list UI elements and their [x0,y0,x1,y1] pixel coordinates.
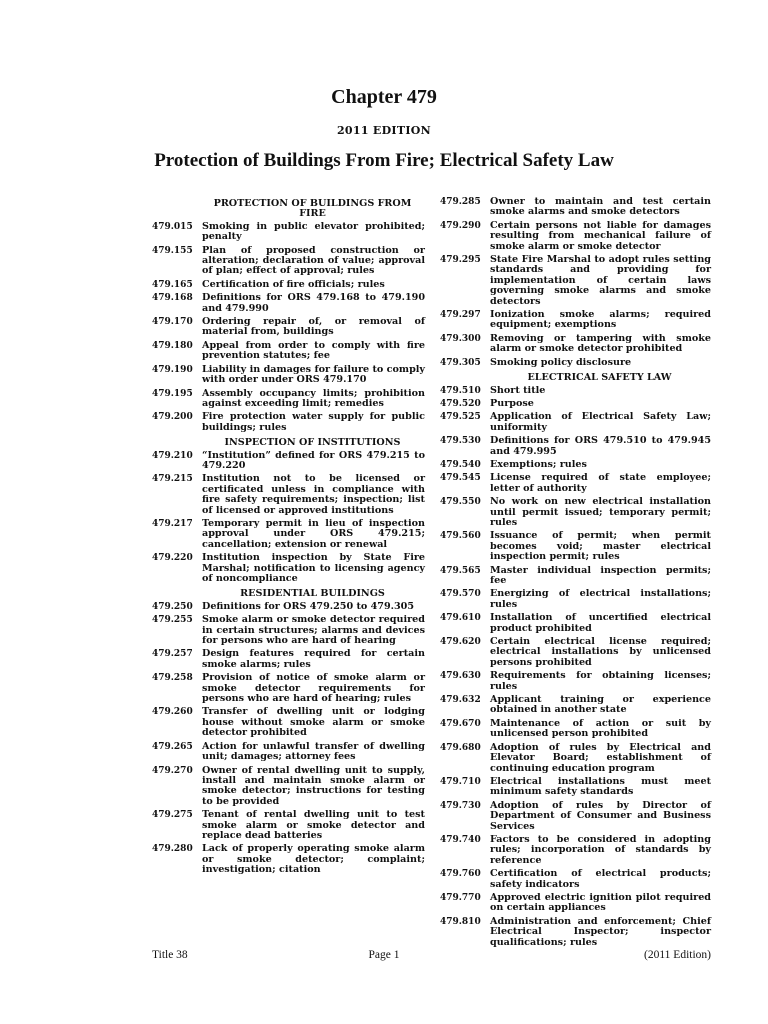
toc-entry [152,280,425,290]
section-number: 479.730 [440,800,481,811]
section-caption: Issuance of permit; when permit becomes void; master electrical inspection permit; rules [490,530,711,563]
section-number: 479.255 [152,615,193,626]
section-heading: INSPECTION OF INSTITUTIONS [224,437,401,449]
section-number: 479.305 [440,357,481,368]
section-caption: Certification of fire officials; rules [202,278,385,290]
section-number: 479.570 [440,589,481,600]
toc-entry [440,436,711,457]
section-caption: Removing or tampering with smoke alarm or smoke detector prohibited [490,332,711,355]
toc-entry [152,341,425,362]
section-number: 479.297 [440,310,481,321]
toc-entry [440,743,711,774]
section-caption: Provision of notice of smoke alarm or smoke detector requirements for persons who are hard of hearing; rules [202,672,425,705]
section-caption: Short title [490,384,546,396]
section-heading: PROTECTION OF BUILDINGS FROM FIRE [213,198,412,220]
section-number: 479.545 [440,473,481,484]
section-caption: Certain electrical license required; electrical installations by unlicensed persons prohibited [490,636,711,668]
section-number: 479.620 [440,637,481,648]
toc-entry [152,742,425,763]
toc-entry [440,869,711,890]
footer-page: Page 1 [368,949,400,961]
left-column [152,197,425,879]
toc-entry [440,412,711,433]
section-caption: Institution not to be licensed or certificated unless in compliance with fire safety requirements; inspection; list of licensed or approved institutions [202,473,425,516]
section-number: 479.155 [152,245,193,256]
section-caption: Institution inspection by State Fire Marshal; notification to licensing agency of noncompliance [202,552,425,584]
toc-entry [440,386,711,396]
toc-entry [152,673,425,704]
toc-entry [440,835,711,866]
section-number: 479.257 [152,649,193,660]
section-number: 479.285 [440,197,481,207]
toc-entry [440,460,711,470]
toc-entry [440,255,711,307]
toc-entry [440,801,711,832]
section-caption: Transfer of dwelling unit or lodging house without smoke alarm or smoke detector prohibited [202,706,425,739]
section-number: 479.220 [152,553,193,564]
toc-entry [440,399,711,409]
section-caption: Energizing of electrical installations; rules [490,588,711,610]
section-number: 479.170 [152,317,193,328]
section-number: 479.275 [152,810,193,821]
toc-entry [152,389,425,410]
section-number: 479.540 [440,459,481,470]
toc-entry [440,566,711,587]
toc-entry [152,451,425,472]
section-caption: Electrical installations must meet minimum safety standards [490,775,711,798]
section-number: 479.260 [152,707,193,718]
section-caption: Applicant training or experience obtained in another state [490,694,711,716]
section-number: 479.630 [440,671,481,682]
section-number: 479.165 [152,279,193,290]
section-caption: Fire protection water supply for public buildings; rules [202,411,425,433]
section-number: 479.520 [440,398,481,409]
section-caption: Design features required for certain smoke alarms; rules [202,648,425,670]
section-caption: Ionization smoke alarms; required equipment; exemptions [490,309,711,331]
section-caption: Smoking policy disclosure [490,356,632,368]
section-caption: Definitions for ORS 479.510 to 479.945 and 479.995 [490,435,711,457]
toc-entry [440,221,711,252]
toc-entry [440,719,711,740]
section-number: 479.250 [152,601,193,612]
toc-entry [440,334,711,355]
toc-entry [152,649,425,670]
section-caption: Certain persons not liable for damages resulting from mechanical failure of smoke alarm or smoke detector [490,219,711,252]
section-number: 479.210 [152,450,193,461]
toc-entry [440,671,711,692]
section-caption: Adoption of rules by Electrical and Elevator Board; establishment of continuing education program [490,741,711,774]
section-number: 479.550 [440,497,481,508]
section-caption: Owner of rental dwelling unit to supply, install and maintain smoke alarm or smoke detector; instructions for testing to be provided [202,764,425,807]
section-number: 479.168 [152,293,193,304]
section-caption: Liability in damages for failure to comply with order under ORS 479.170 [202,363,425,386]
section-caption: “Institution” defined for ORS 479.215 to 479.220 [202,449,425,471]
section-heading: RESIDENTIAL BUILDINGS [240,588,385,600]
section-caption: Requirements for obtaining licenses; rules [490,670,711,692]
section-caption: Adoption of rules by Director of Department of Consumer and Business Services [490,799,711,832]
section-number: 479.215 [152,474,193,485]
section-number: 479.740 [440,834,481,845]
section-caption: State Fire Marshal to adopt rules setting standards and providing for implementation of certain laws governing smoke alarms and smoke detectors [490,254,711,307]
section-heading: ELECTRICAL SAFETY LAW [527,372,672,384]
toc-entry [152,615,425,646]
section-number: 479.810 [440,916,481,927]
section-caption: Temporary permit in lieu of inspection approval under ORS 479.215; cancellation; extension or renewal [202,517,425,550]
section-caption: Assembly occupancy limits; prohibition against exceeding limit; remedies [202,387,425,409]
chapter-title: Protection of Buildings From Fire; Electrical Safety Law [154,150,614,171]
section-caption: Smoke alarm or smoke detector required in certain structures; alarms and devices for persons who are hard of hearing [202,614,425,647]
toc-entry [440,358,711,368]
toc-entry [152,553,425,584]
section-number: 479.290 [440,220,481,231]
section-number: 479.280 [152,844,193,855]
toc-entry [152,317,425,338]
section-caption: Certification of electrical products; safety indicators [490,868,711,890]
toc-entry [440,637,711,668]
section-number: 479.680 [440,742,481,753]
toc-entry [152,844,425,875]
toc-entry [152,474,425,516]
toc-entry [152,222,425,243]
right-column [440,197,711,951]
section-caption: Master individual inspection permits; fee [490,564,711,586]
section-caption: Purpose [490,397,534,409]
section-caption: Administration and enforcement; Chief Electrical Inspector; inspector qualifications; rules [490,915,711,948]
section-caption: Application of Electrical Safety Law; uniformity [490,411,711,433]
chapter-number: Chapter 479 [331,86,437,108]
toc-entry [440,917,711,948]
section-number: 479.565 [440,565,481,576]
section-number: 479.258 [152,673,193,684]
section-number: 479.510 [440,385,481,396]
section-number: 479.180 [152,340,193,351]
section-number: 479.530 [440,436,481,447]
section-number: 479.525 [440,412,481,423]
section-caption: Definitions for ORS 479.250 to 479.305 [202,600,415,612]
section-caption: Owner to maintain and test certain smoke alarms and smoke detectors [490,196,711,218]
toc-entry [440,589,711,610]
toc-entry [440,497,711,528]
section-number: 479.710 [440,776,481,787]
section-caption: Exemptions; rules [490,458,587,470]
section-caption: No work on new electrical installation until permit issued; temporary permit; rules [490,496,711,528]
toc-entry [440,893,711,914]
section-number: 479.770 [440,892,481,903]
toc-entry [440,473,711,494]
section-caption: Maintenance of action or suit by unlicensed person prohibited [490,717,711,740]
toc-entry [440,695,711,716]
section-caption: Lack of properly operating smoke alarm or smoke detector; complaint; investigation; citation [202,843,425,876]
section-number: 479.560 [440,531,481,542]
section-caption: Approved electric ignition pilot required on certain appliances [490,891,711,914]
section-number: 479.632 [440,695,481,706]
section-caption: Plan of proposed construction or alteration; declaration of value; approval of plan; effect of approval; rules [202,244,425,277]
section-caption: Definitions for ORS 479.168 to 479.190 and 479.990 [202,292,425,314]
toc-entry [440,197,711,218]
section-number: 479.300 [440,333,481,344]
section-number: 479.200 [152,412,193,423]
section-caption: Ordering repair of, or removal of material from, buildings [202,316,425,338]
section-caption: Action for unlawful transfer of dwelling unit; damages; attorney fees [202,740,425,763]
toc-entry [440,531,711,562]
toc-entry [152,412,425,433]
toc-entry [152,810,425,841]
toc-entry [440,310,711,331]
toc-entry [152,766,425,808]
section-number: 479.270 [152,765,193,776]
footer-title: Title 38 [152,949,188,961]
section-number: 479.760 [440,869,481,880]
section-number: 479.295 [440,255,481,266]
section-number: 479.670 [440,718,481,729]
section-number: 479.195 [152,388,193,399]
section-caption: Installation of uncertified electrical product prohibited [490,612,711,634]
edition-label: 2011 EDITION [336,124,432,137]
section-caption: Appeal from order to comply with fire prevention statutes; fee [202,339,425,362]
toc-entry [440,613,711,634]
section-number: 479.015 [152,221,193,232]
toc-entry [152,707,425,738]
toc-entry [152,246,425,277]
section-number: 479.610 [440,613,481,624]
section-number: 479.265 [152,741,193,752]
toc-entry [152,519,425,550]
section-caption: Tenant of rental dwelling unit to test smoke alarm or smoke detector and replace dead batteries [202,809,425,841]
section-number: 479.217 [152,518,193,529]
section-caption: Factors to be considered in adopting rules; incorporation of standards by reference [490,833,711,866]
section-number: 479.190 [152,364,193,375]
section-caption: License required of state employee; letter of authority [490,472,711,494]
toc-entry [152,293,425,314]
section-caption: Smoking in public elevator prohibited; penalty [202,220,425,243]
toc-entry [440,777,711,798]
toc-entry [152,602,425,612]
footer-edition: (2011 Edition) [644,949,711,961]
toc-entry [152,365,425,386]
